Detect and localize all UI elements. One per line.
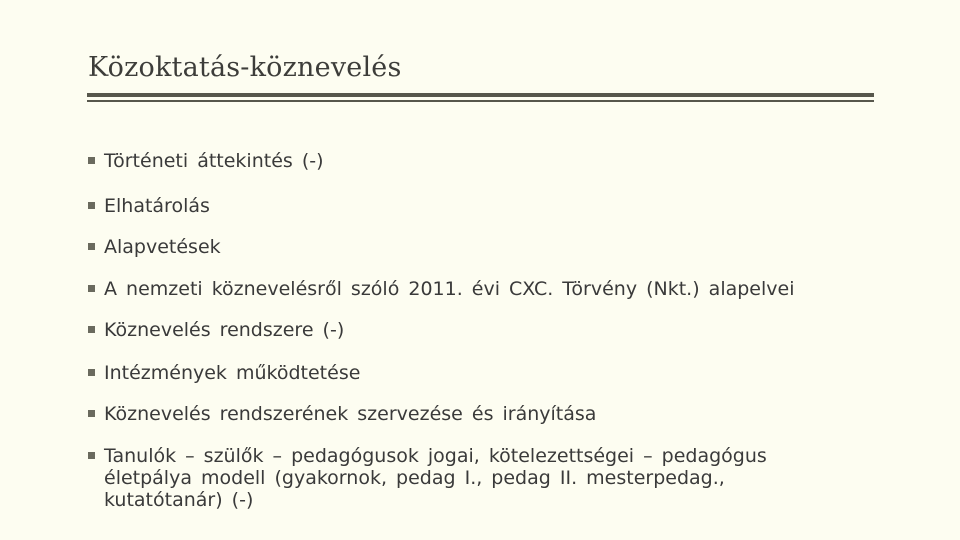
square-bullet-icon xyxy=(88,326,95,333)
square-bullet-icon xyxy=(88,243,95,250)
bullet-text: Történeti áttekintés (-) xyxy=(104,150,324,172)
bullet-item xyxy=(88,278,794,300)
square-bullet-icon xyxy=(88,410,95,417)
bullet-item xyxy=(88,403,596,425)
slide-title: Közoktatás-köznevelés xyxy=(88,52,402,83)
bullet-text: Elhatárolás xyxy=(104,195,210,217)
bullet-item xyxy=(88,319,344,341)
bullet-text: Intézmények működtetése xyxy=(104,362,361,384)
bullet-text: Köznevelés rendszere (-) xyxy=(104,319,345,341)
bullet-text: Alapvetések xyxy=(104,236,221,258)
bullet-text: Tanulók – szülők – pedagógusok jogai, kötelezettségei – pedagógus életpálya modell (gyakornok, pedag I., pedag II. mesterpedag., kutatótanár) (-) xyxy=(104,445,767,511)
bullet-item xyxy=(88,150,324,172)
square-bullet-icon xyxy=(88,285,95,292)
bullet-item xyxy=(88,195,210,217)
title-divider-thick xyxy=(87,93,874,97)
title-divider-thin xyxy=(87,100,874,102)
bullet-item xyxy=(88,362,360,384)
square-bullet-icon xyxy=(88,157,95,164)
square-bullet-icon xyxy=(88,452,95,459)
square-bullet-icon xyxy=(88,202,95,209)
bullet-text: Köznevelés rendszerének szervezése és irányítása xyxy=(104,403,597,425)
bullet-text: A nemzeti köznevelésről szóló 2011. évi CXC. Törvény (Nkt.) alapelvei xyxy=(104,278,795,300)
bullet-item xyxy=(88,445,844,511)
bullet-item xyxy=(88,236,221,258)
square-bullet-icon xyxy=(88,369,95,376)
